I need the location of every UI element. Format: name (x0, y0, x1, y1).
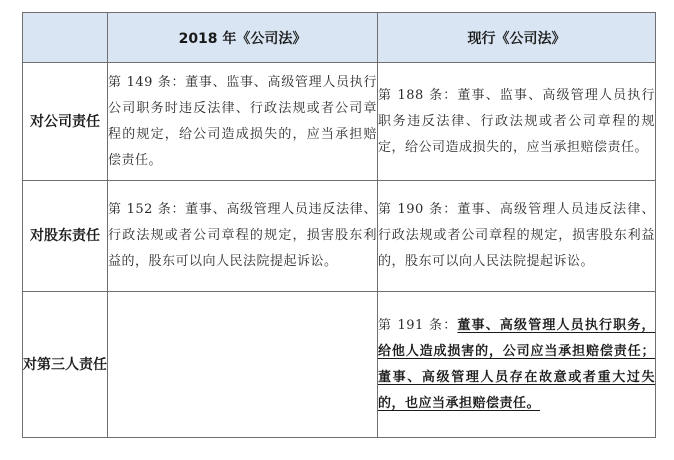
cell-current-article-191 (378, 292, 656, 438)
table-row (23, 292, 656, 438)
header-2018-company-law: 2018 年《公司法》 (108, 13, 378, 63)
comparison-table (22, 12, 656, 438)
table-row (23, 181, 656, 292)
row-label-company-liability: 对公司责任 (23, 63, 108, 181)
article-191-prefix: 第 191 条： (378, 317, 458, 333)
table-header-row (23, 13, 656, 63)
table-row (23, 63, 656, 181)
row-label-third-party-liability: 对第三人责任 (23, 292, 108, 438)
row-label-shareholder-liability: 对股东责任 (23, 181, 108, 292)
cell-2018-article-152: 第 152 条：董事、高级管理人员违反法律、行政法规或者公司章程的规定，损害股东利益的，股东可以向人民法院提起诉讼。 (108, 181, 378, 292)
header-current-company-law: 现行《公司法》 (378, 13, 656, 63)
cell-current-article-190: 第 190 条：董事、高级管理人员违反法律、行政法规或者公司章程的规定，损害股东利益的，股东可以向人民法院提起诉讼。 (378, 181, 656, 292)
cell-current-article-188: 第 188 条：董事、监事、高级管理人员执行职务违反法律、行政法规或者公司章程的规定，给公司造成损失的，应当承担赔偿责任。 (378, 63, 656, 181)
cell-2018-empty (108, 292, 378, 438)
cell-2018-article-149: 第 149 条：董事、监事、高级管理人员执行公司职务时违反法律、行政法规或者公司章程的规定，给公司造成损失的，应当承担赔偿责任。 (108, 63, 378, 181)
header-corner-cell (23, 13, 108, 63)
article-191-emphasized-text: 董事、高级管理人员执行职务，给他人造成损害的，公司应当承担赔偿责任；董事、高级管理人员存在故意或者重大过失的，也应当承担赔偿责任。 (378, 317, 655, 411)
